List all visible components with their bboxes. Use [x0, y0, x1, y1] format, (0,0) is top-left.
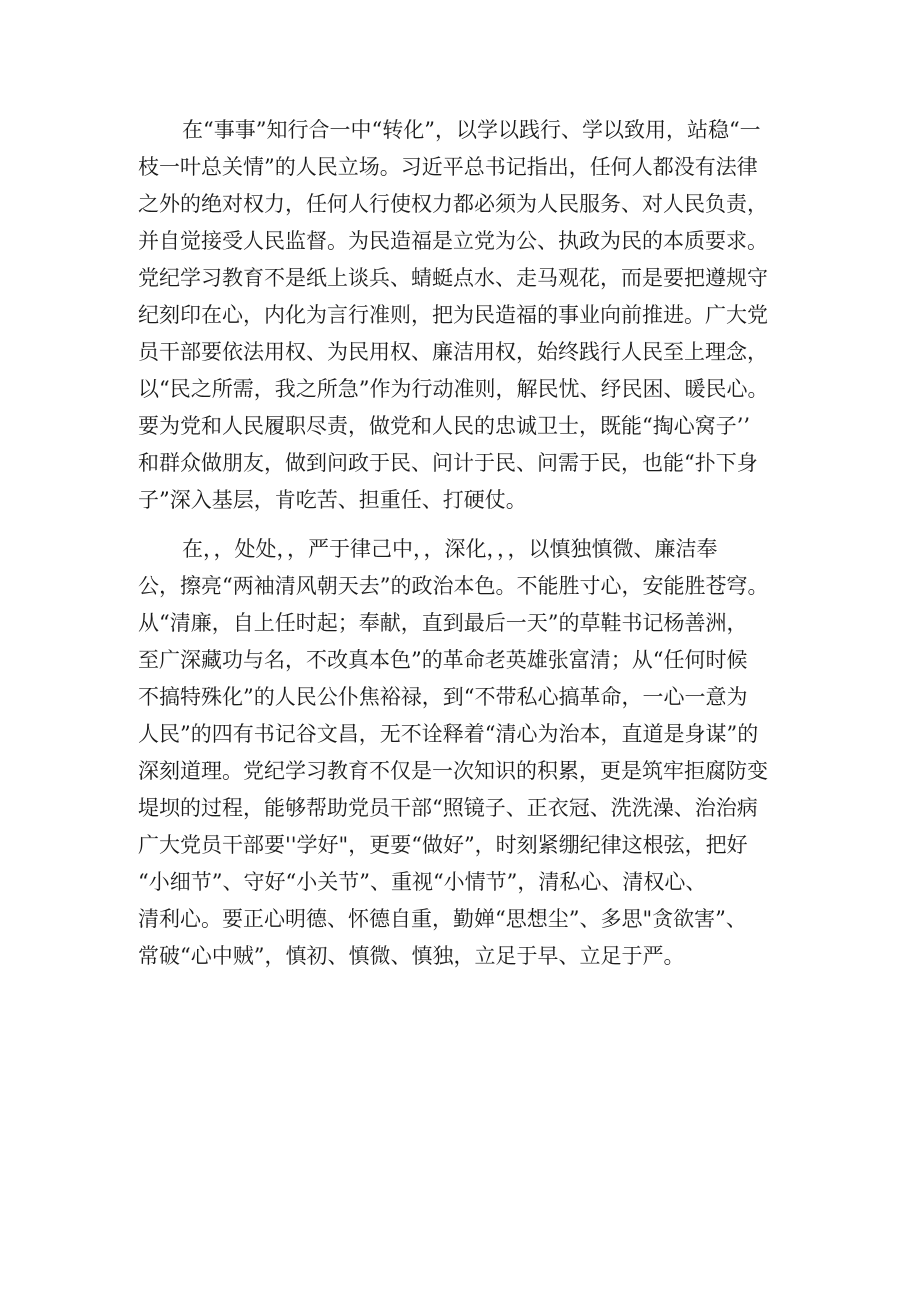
text-line: 堤坝的过程，能够帮助党员干部“照镜子、正衣冠、洗洗澡、治治病	[138, 796, 758, 820]
text-line: 在“事事”知行合一中“转化”，以学以践行、学以致用，站稳“一	[182, 118, 761, 142]
text-line: 不搞特殊化”的人民公仆焦裕禄，到“不带私心搞革命，一心一意为	[138, 685, 748, 709]
text-line: 员干部要依法用权、为民用权、廉洁用权，始终践行人民至上理念，	[138, 340, 768, 364]
text-line: 纪刻印在心，内化为言行准则，把为民造福的事业向前推进。广大党	[138, 303, 768, 327]
text-line: 广大党员干部要''学好"，更要“做好”，时刻紧绷纪律这根弦，把好	[138, 833, 748, 857]
text-line: 深刻道理。党纪学习教育不仅是一次知识的积累，更是筑牢拒腐防变	[138, 759, 768, 783]
text-line: 至广深藏功与名，不改真本色”的革命老英雄张富清；从“任何时候	[138, 648, 748, 672]
paragraph-2	[138, 531, 798, 975]
text-line: 以“民之所需，我之所急”作为行动准则，解民忧、纾民困、暖民心。	[138, 377, 769, 401]
paragraph-1	[138, 112, 798, 519]
text-line: 之外的绝对权力，任何人行使权力都必须为人民服务、对人民负责，	[138, 192, 768, 216]
text-line: 枝一叶总关情”的人民立场。习近平总书记指出，任何人都没有法律	[138, 155, 758, 179]
document-body	[138, 112, 798, 975]
text-line: 子”深入基层，肯吃苦、担重任、打硬仗。	[138, 488, 527, 512]
text-line: 并自觉接受人民监督。为民造福是立党为公、执政为民的本质要求。	[138, 229, 768, 253]
text-line: 常破“心中贼”，慎初、慎微、慎独，立足于早、立足于严。	[138, 944, 685, 968]
text-line: 公，擦亮“两袖清风朝天去”的政治本色。不能胜寸心，安能胜苍穹。	[138, 574, 769, 598]
text-line: 要为党和人民履职尽责，做党和人民的忠诚卫士，既能“掏心窝子’’	[138, 414, 751, 438]
text-line: 人民”的四有书记谷文昌，无不诠释着“清心为治本，直道是身谋”的	[138, 722, 759, 746]
text-line: 和群众做朋友，做到问政于民、问计于民、问需于民，也能“扑下身	[138, 451, 758, 475]
text-line: “小细节”、守好“小关节”、重视“小情节”，清私心、清权心、	[138, 870, 707, 894]
text-line: 从“清廉，自上任时起；奉献，直到最后一天”的草鞋书记杨善洲，	[138, 611, 748, 635]
text-line: 党纪学习教育不是纸上谈兵、蜻蜓点水、走马观花，而是要把遵规守	[138, 266, 768, 290]
text-line: 清利心。要正心明德、怀德自重，勤婵“思想尘”、多思"贪欲害”、	[138, 907, 747, 931]
text-line: 在，，处处，，严于律己中，，深化，，，以慎独慎微、廉洁奉	[182, 537, 718, 561]
